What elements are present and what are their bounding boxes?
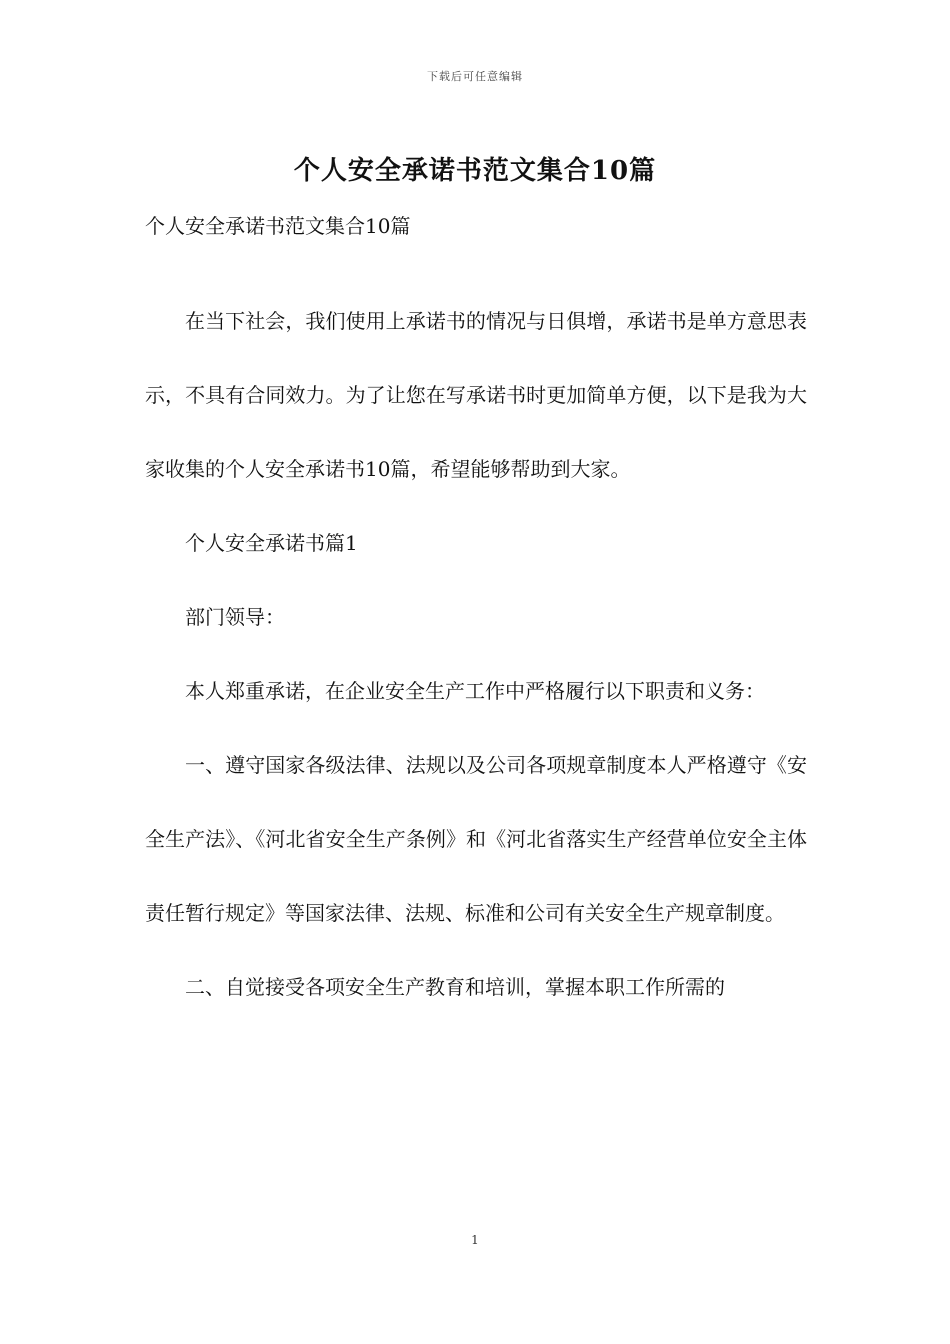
section-heading-1: 个人安全承诺书篇1 [185, 531, 358, 555]
intro-paragraph: 在当下社会，我们使用上承诺书的情况与日俱增，承诺书是单方意思表示，不具有合同效力。为了让您在写承诺书时更加简单方便，以下是我为大家收集的个人安全承诺书10篇，希望能够帮助到大家。 [145, 309, 807, 481]
document-body [145, 208, 807, 1024]
header-note: 下载后可任意编辑 [427, 70, 523, 83]
page-number: 1 [471, 1233, 479, 1247]
document-subtitle: 个人安全承诺书范文集合10篇 [145, 214, 411, 238]
clause-2-paragraph: 二、自觉接受各项安全生产教育和培训，掌握本职工作所需的 [185, 975, 725, 999]
pledge-paragraph: 本人郑重承诺，在企业安全生产工作中严格履行以下职责和义务： [185, 679, 765, 703]
salutation: 部门领导： [185, 605, 285, 629]
document-title: 个人安全承诺书范文集合10篇 [293, 156, 657, 186]
clause-1-paragraph: 一、遵守国家各级法律、法规以及公司各项规章制度本人严格遵守《安全生产法》、《河北省安全生产条例》和《河北省落实生产经营单位安全主体责任暂行规定》等国家法律、法规、标准和公司有关安全生产规章制度。 [145, 753, 807, 925]
